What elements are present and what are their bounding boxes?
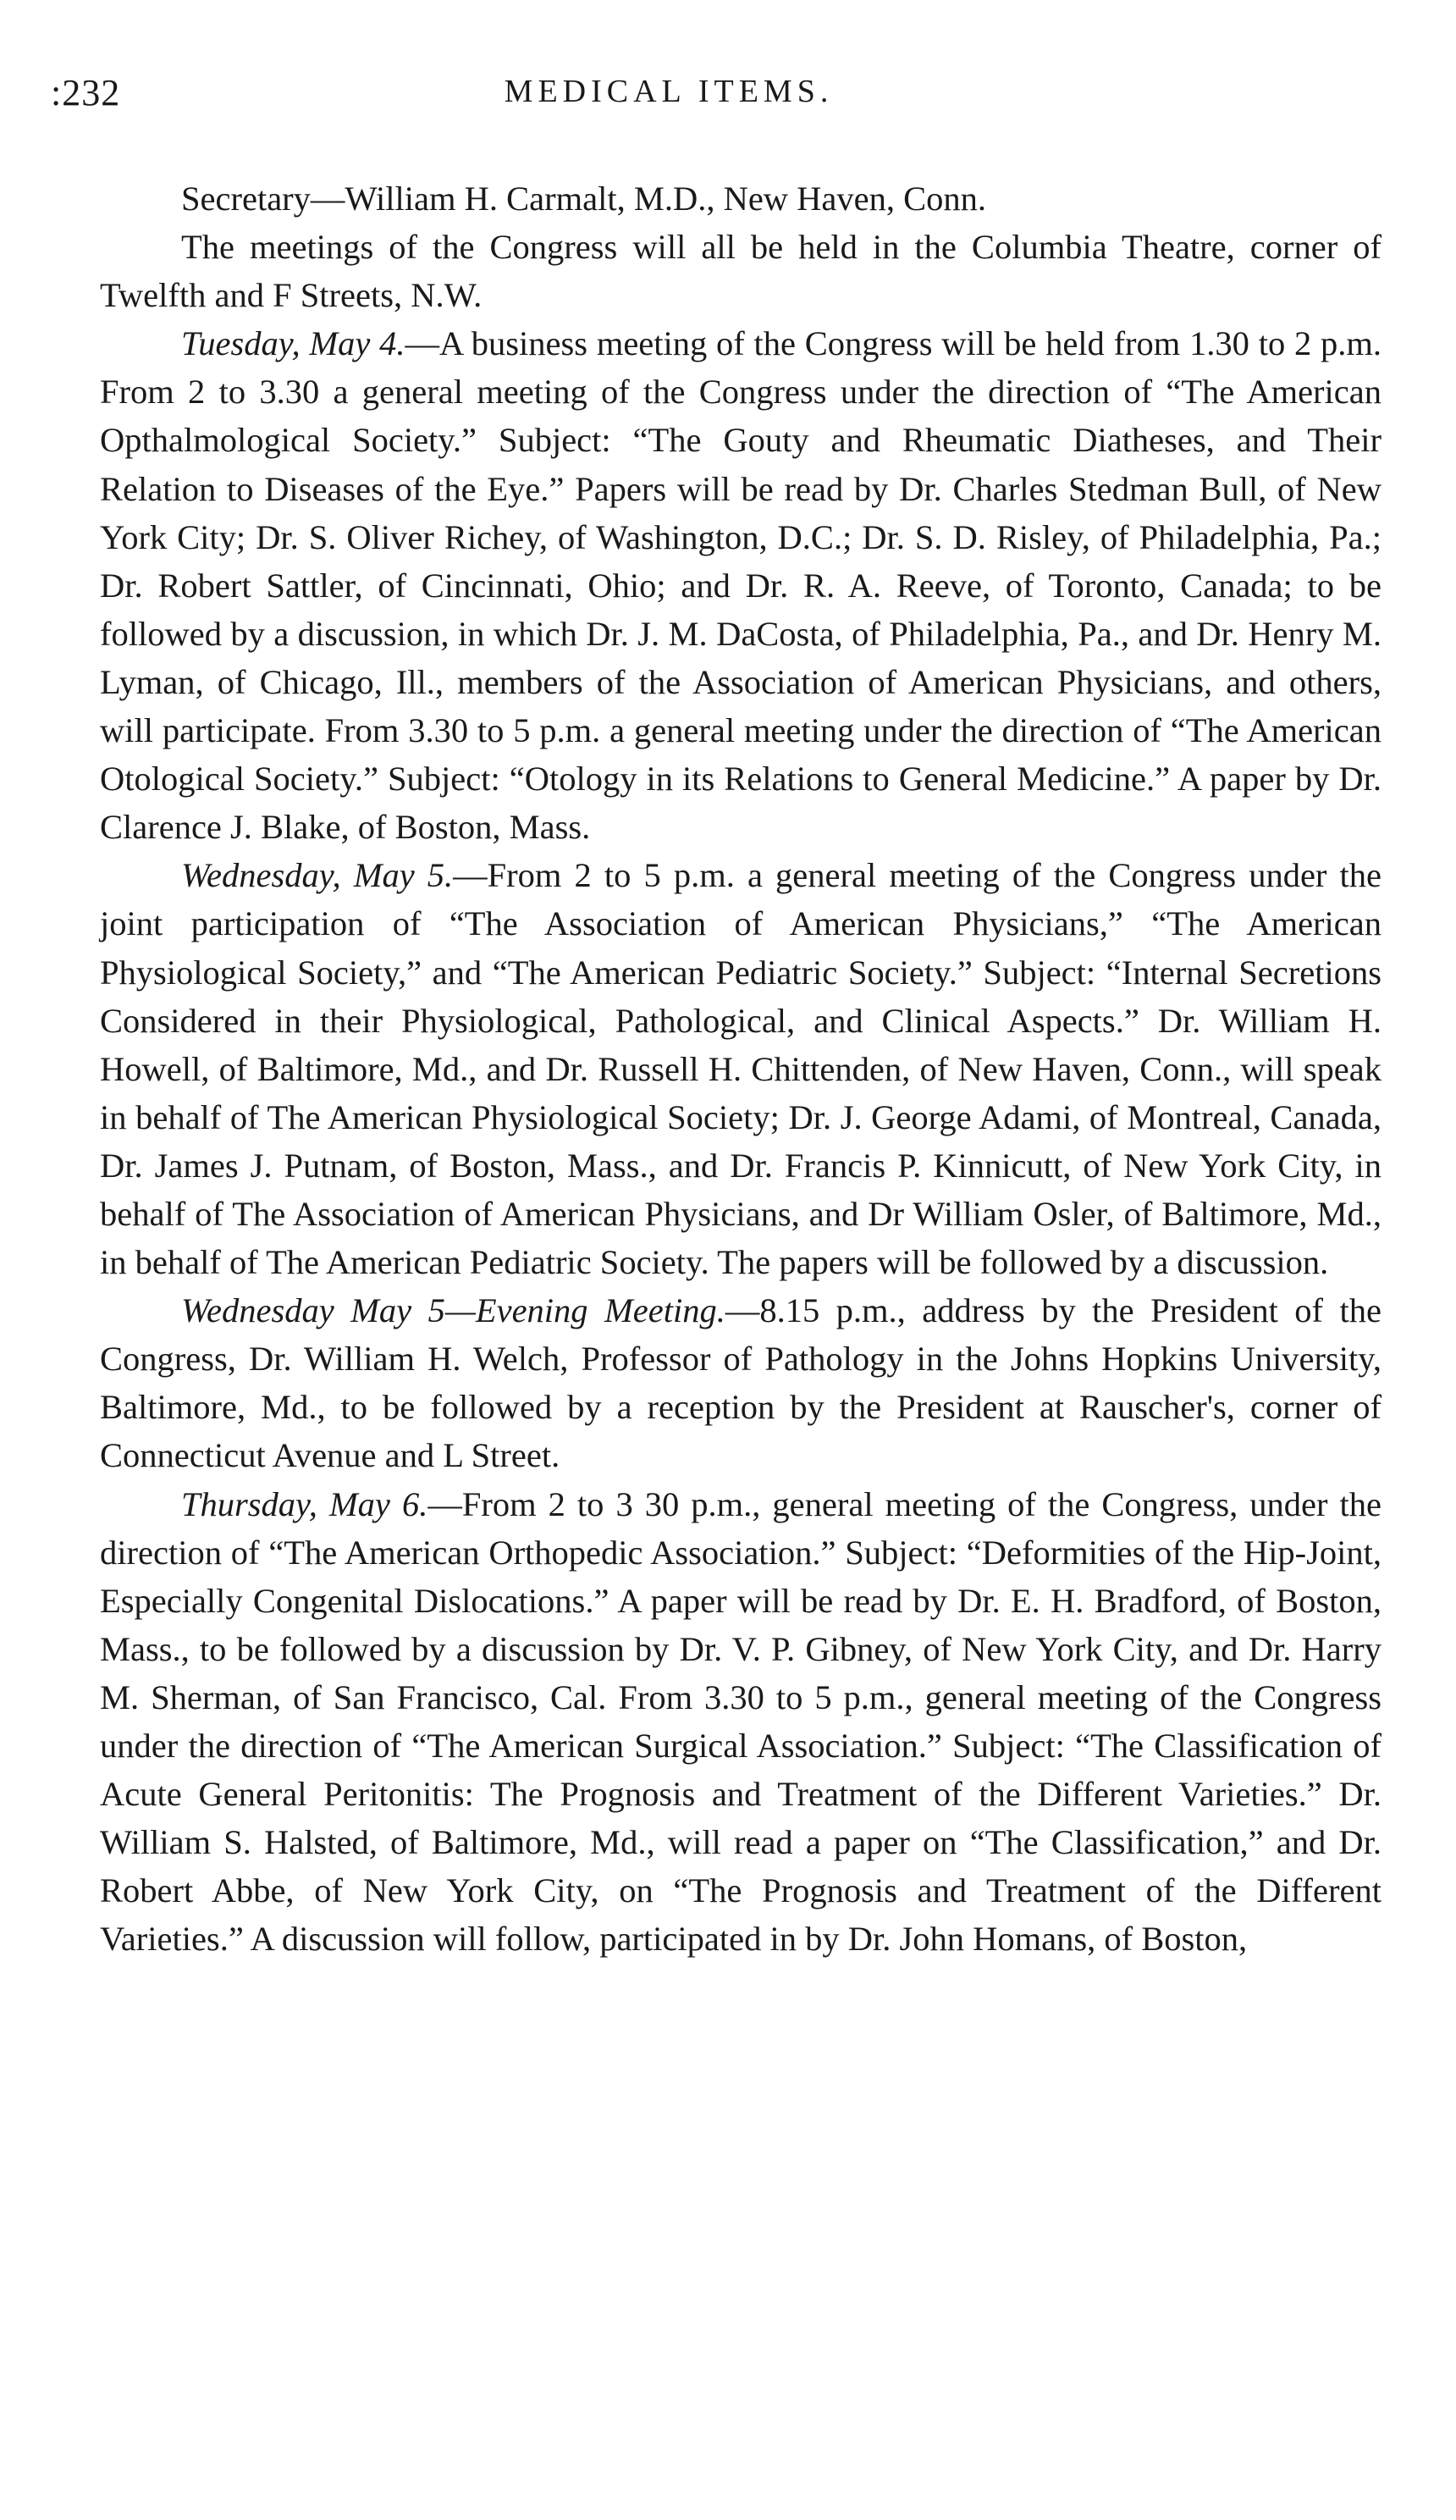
paragraph-text: —A business meeting of the Congress will be held from 1.30 to 2 p.m. From 2 to 3.30 a general meeting of the Congress under the direction of “The American Opthalmological Society.” Subject: “The Gouty and Rheumatic Diatheses, and Their Relation to Diseases of the Eye.” Papers will be read by Dr. Charles Stedman Bull, of New York City; Dr. S. Oliver Richey, of Washington, D.C.; Dr. S. D. Risley, of Philadelphia, Pa.; Dr. Robert Sattler, of Cincinnati, Ohio; and Dr. R. A. Reeve, of Toronto, Canada; to be followed by a discussion, in which Dr. J. M. DaCosta, of Philadelphia, Pa., and Dr. Henry M. Lyman, of Chicago, Ill., members of the Association of American Physicians, and others, will participate. From 3.30 to 5 p.m. a general meeting under the direction of “The American Otological Society.” Subject: “Otology in its Relations to General Medicine.” A paper by Dr. Clarence J. Blake, of Boston, Mass.: [100, 324, 1382, 847]
paragraph-text: —From 2 to 3 30 p.m., general meeting of the Congress, under the direction of “The American Orthopedic Association.” Subject: “Deformities of the Hip-Joint, Especially Congenital Dislocations.” A paper will be read by Dr. E. H. Bradford, of Boston, Mass., to be followed by a discussion by Dr. V. P. Gibney, of New York City, and Dr. Harry M. Sherman, of San Francisco, Cal. From 3.30 to 5 p.m., general meeting of the Congress under the direction of “The American Surgical Association.” Subject: “The Classification of Acute General Peritonitis: The Prognosis and Treatment of the Different Varieties.” Dr. William S. Halsted, of Baltimore, Md., will read a paper on “The Classification,” and Dr. Robert Abbe, of New York City, on “The Prognosis and Treatment of the Different Varieties.” A discussion will follow, participated in by Dr. John Homans, of Boston,: [100, 1484, 1382, 1959]
paragraph-lead: Wednesday, May 5.: [181, 856, 454, 895]
paragraph-text: —8.15 p.m., address by the President of the Congress, Dr. William H. Welch, Professor of Pathology in the Johns Hopkins University, Baltimore, Md., to be followed by a reception by the President at Rauscher's, corner of Connecticut Avenue and L Street.: [100, 1291, 1382, 1475]
paragraph-wednesday-evening: [100, 1286, 1382, 1479]
paragraph-text: —From 2 to 5 p.m. a general meeting of the Congress under the joint participation of “The Association of American Physicians,” “The American Physiological Society,” and “The American Pediatric Society.” Subject: “Internal Secretions Considered in their Physiological, Pathological, and Clinical Aspects.” Dr. William H. Howell, of Baltimore, Md., and Dr. Russell H. Chittenden, of New Haven, Conn., will speak in behalf of The American Physiological Society; Dr. J. George Adami, of Montreal, Canada, Dr. James J. Putnam, of Boston, Mass., and Dr. Francis P. Kinnicutt, of New York City, in behalf of The Association of American Physicians, and Dr William Osler, of Baltimore, Md., in behalf of The American Pediatric Society. The papers will be followed by a discussion.: [100, 856, 1382, 1282]
paragraph-lead: Tuesday, May 4.: [181, 324, 405, 363]
body-text: [100, 174, 1382, 1963]
paragraph-text: Secretary—William H. Carmalt, M.D., New Haven, Conn.: [181, 180, 987, 218]
paragraph-secretary: [100, 174, 1382, 223]
running-head: MEDICAL ITEMS.: [504, 74, 834, 109]
paragraph-lead: Thursday, May 6.: [181, 1484, 428, 1523]
paragraph-tuesday: [100, 319, 1382, 851]
page-number: :232: [51, 72, 121, 113]
paragraph-lead: Wednesday May 5—Evening Meeting.: [181, 1291, 725, 1330]
paragraph-wednesday: [100, 851, 1382, 1286]
page-header: [51, 71, 1439, 122]
paragraph-text: The meetings of the Congress will all be held in the Columbia Theatre, corner of Twelfth and F Streets, N.W.: [100, 228, 1382, 315]
paragraph-venue: [100, 223, 1382, 319]
paragraph-thursday: [100, 1480, 1382, 1964]
